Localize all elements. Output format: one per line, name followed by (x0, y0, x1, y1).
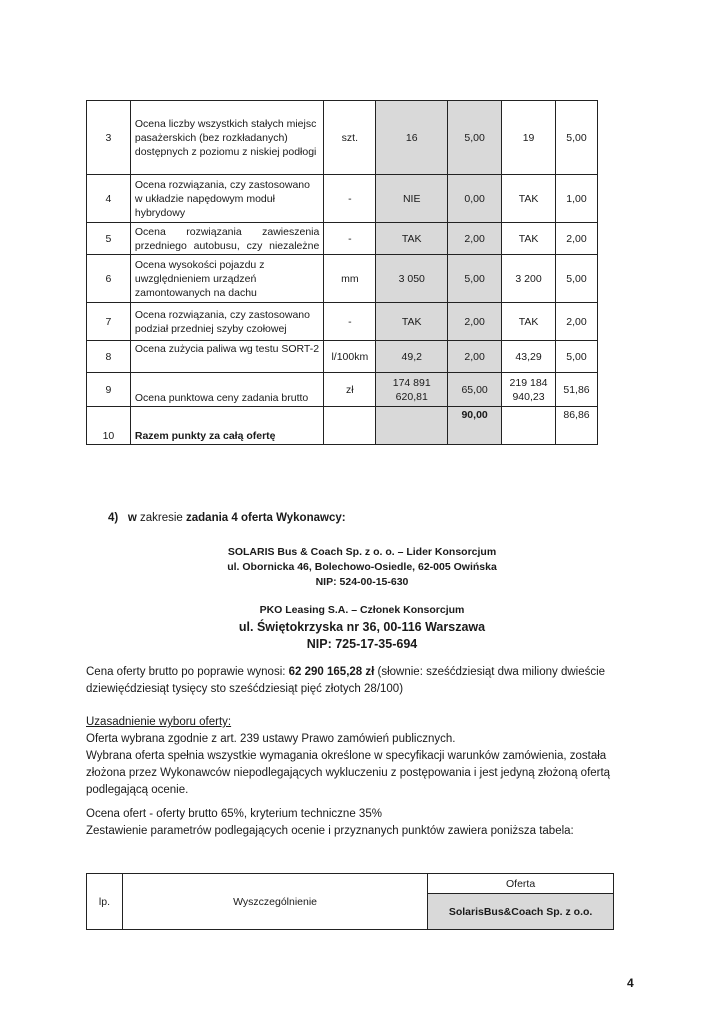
row-unit: mm (324, 255, 376, 303)
row-number: 10 (87, 407, 131, 445)
offer-table (86, 873, 614, 930)
table-row (87, 101, 598, 175)
justification-line: podlegającą ocenie. (86, 784, 189, 796)
table-row (87, 407, 598, 445)
member-nip: NIP: 725-17-35-694 (306, 637, 418, 651)
row-value-2 (502, 407, 556, 445)
row-value-1: 49,2 (376, 341, 448, 373)
row-points-2: 51,86 (556, 373, 598, 407)
section-number: 4) (108, 512, 119, 524)
row-points-2: 5,00 (556, 101, 598, 175)
row-points-1: 2,00 (448, 341, 502, 373)
criteria-paragraph (86, 806, 638, 840)
row-description: Ocena rozwiązania, czy zastosowano w układzie napędowym moduł hybrydowy (130, 175, 323, 223)
lp-header: lp. (87, 874, 123, 930)
offer-header: Oferta (428, 874, 614, 894)
row-points-1: 0,00 (448, 175, 502, 223)
row-value-1: NIE (376, 175, 448, 223)
row-description: Ocena rozwiązania, czy zastosowano podział przedniej szyby czołowej (130, 303, 323, 341)
row-unit: - (324, 303, 376, 341)
justification-paragraph (86, 714, 638, 799)
row-unit: - (324, 175, 376, 223)
price-amount: 62 290 165,28 zł (288, 666, 375, 678)
price-prefix: Cena oferty brutto po poprawie wynosi: (86, 666, 289, 678)
row-value-2: 3 200 (502, 255, 556, 303)
row-value-2: TAK (502, 303, 556, 341)
row-value-1: 16 (376, 101, 448, 175)
table-row (87, 255, 598, 303)
leader-address: ul. Obornicka 46, Bolechowo-Osiedle, 62-005 Owińska (227, 561, 497, 573)
table-row (87, 874, 614, 894)
row-value-1 (376, 407, 448, 445)
row-unit: l/100km (324, 341, 376, 373)
row-unit: zł (324, 373, 376, 407)
row-points-2: 86,86 (556, 407, 598, 445)
table-row (87, 341, 598, 373)
section-heading (108, 512, 346, 524)
row-description: Ocena wysokości pojazdu z uwzględnieniem urządzeń zamontowanych na dachu (130, 255, 323, 303)
justification-line: Oferta wybrana zgodnie z art. 239 ustawy Prawo zamówień publicznych. (86, 733, 456, 745)
table-row (87, 303, 598, 341)
row-points-1: 5,00 (448, 101, 502, 175)
section-title: zadania 4 oferta Wykonawcy: (186, 512, 346, 524)
row-unit (324, 407, 376, 445)
row-description: Ocena zużycia paliwa wg testu SORT-2 (130, 341, 323, 373)
leader-name: SOLARIS Bus & Coach Sp. z o. o. – Lider Konsorcjum (227, 546, 497, 558)
row-points-2: 2,00 (556, 223, 598, 255)
member-name: PKO Leasing S.A. – Członek Konsorcjum (259, 604, 465, 616)
row-unit: - (324, 223, 376, 255)
price-words: dziewięćdziesiąt tysięcy sto sześćdziesiąt pięć złotych 28/100) (86, 683, 404, 695)
row-number: 9 (87, 373, 131, 407)
price-suffix: (słownie: sześćdziesiąt dwa miliony dwieście (374, 666, 606, 678)
row-number: 6 (87, 255, 131, 303)
member-address: ul. Świętokrzyska nr 36, 00-116 Warszawa (238, 620, 486, 634)
row-points-1: 2,00 (448, 303, 502, 341)
row-points-1: 90,00 (448, 407, 502, 445)
leader-nip: NIP: 524-00-15-630 (315, 576, 409, 588)
row-number: 4 (87, 175, 131, 223)
row-points-2: 5,00 (556, 255, 598, 303)
row-points-1: 65,00 (448, 373, 502, 407)
row-points-2: 5,00 (556, 341, 598, 373)
table-row (87, 373, 598, 407)
row-description: Razem punkty za całą ofertę (130, 407, 323, 445)
criteria-line-1: Ocena ofert - oferty brutto 65%, kryterium techniczne 35% (86, 808, 382, 820)
row-value-1: TAK (376, 223, 448, 255)
row-number: 3 (87, 101, 131, 175)
scoring-table (86, 100, 598, 445)
row-value-2: TAK (502, 175, 556, 223)
row-points-1: 5,00 (448, 255, 502, 303)
row-value-1: 174 891 620,81 (376, 373, 448, 407)
row-description: Ocena punktowa ceny zadania brutto (130, 373, 323, 407)
row-description: Ocena liczby wszystkich stałych miejsc pasażerskich (bez rozkładanych) dostępnych z poziomu z niskiej podłogi (130, 101, 323, 175)
row-unit: szt. (324, 101, 376, 175)
row-points-2: 1,00 (556, 175, 598, 223)
description-header: Wyszczególnienie (122, 874, 427, 930)
row-value-1: 3 050 (376, 255, 448, 303)
price-paragraph (86, 664, 638, 698)
justification-line: Wybrana oferta spełnia wszystkie wymagania określone w specyfikacji warunków zamówienia, została (86, 750, 607, 762)
row-points-2: 2,00 (556, 303, 598, 341)
row-points-1: 2,00 (448, 223, 502, 255)
section-w: w (127, 512, 137, 524)
page-number: 4 (627, 976, 634, 990)
row-number: 5 (87, 223, 131, 255)
section-mid: zakresie (136, 512, 186, 524)
row-description: Ocena rozwiązania zawieszenia przedniego autobusu, czy niezależne (130, 223, 323, 255)
row-value-2: 19 (502, 101, 556, 175)
table-row (87, 223, 598, 255)
leader-block (0, 545, 724, 590)
row-value-2: 43,29 (502, 341, 556, 373)
row-value-1: TAK (376, 303, 448, 341)
company-header: SolarisBus&Coach Sp. z o.o. (428, 894, 614, 930)
criteria-line-2: Zestawienie parametrów podlegających ocenie i przyznanych punktów zawiera poniższa tabela: (86, 825, 574, 837)
row-value-2: TAK (502, 223, 556, 255)
table-row (87, 175, 598, 223)
row-value-2: 219 184 940,23 (502, 373, 556, 407)
justification-line: złożona przez Wykonawców niepodlegających wykluczeniu z postępowania i jest jedyną złożoną ofertą (86, 767, 611, 779)
row-number: 8 (87, 341, 131, 373)
justification-heading: Uzasadnienie wyboru oferty: (86, 716, 232, 728)
row-number: 7 (87, 303, 131, 341)
member-block (0, 602, 724, 653)
